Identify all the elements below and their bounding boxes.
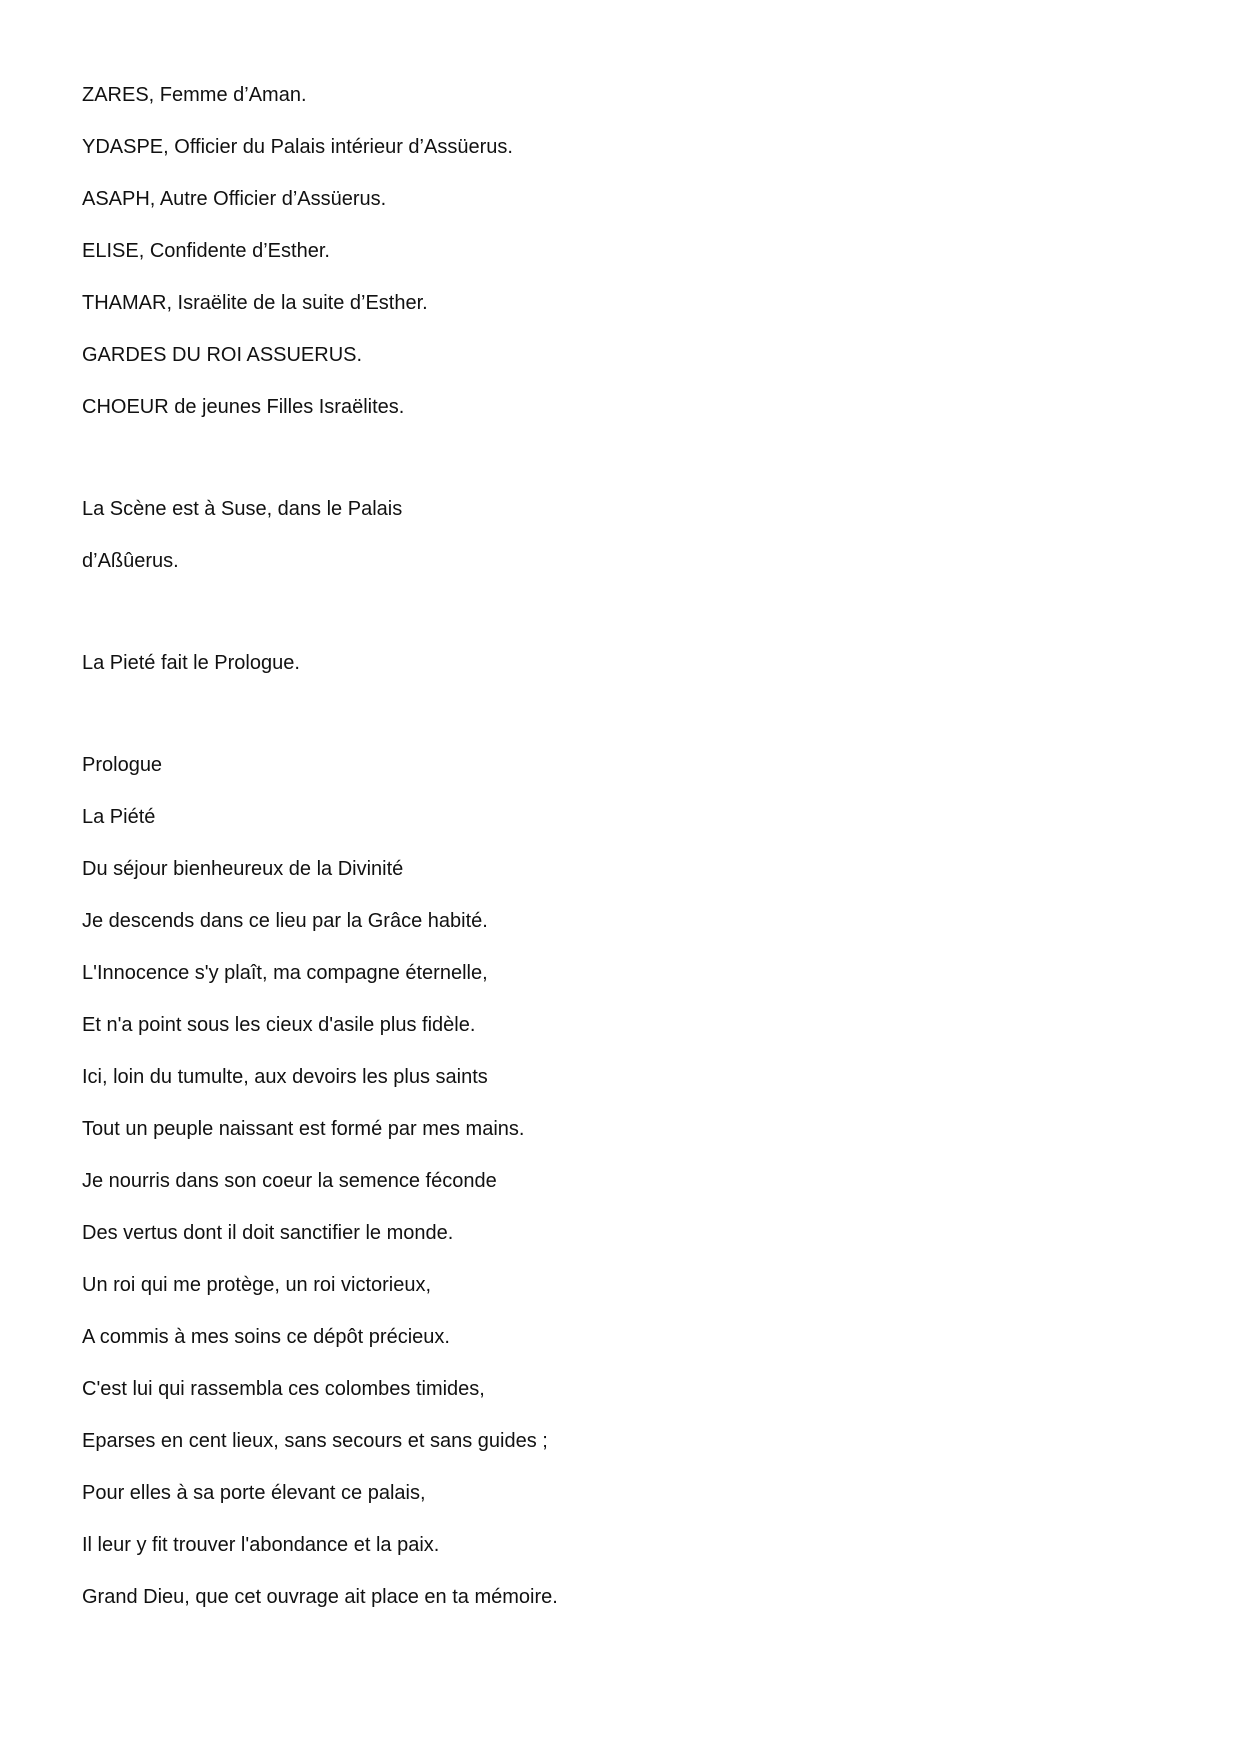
verse-line: Je nourris dans son coeur la semence féconde [82, 1170, 497, 1192]
verse-line: Il leur y fit trouver l'abondance et la paix. [82, 1534, 440, 1556]
cast-line: CHOEUR de jeunes Filles Israëlites. [82, 396, 405, 418]
verse-line: Des vertus dont il doit sanctifier le monde. [82, 1222, 454, 1244]
speaker-name: La Piété [82, 806, 156, 828]
cast-line: ZARES, Femme d’Aman. [82, 84, 307, 106]
verse-line: Pour elles à sa porte élevant ce palais, [82, 1482, 426, 1504]
verse-line: Un roi qui me protège, un roi victorieux, [82, 1274, 432, 1296]
verse-line: A commis à mes soins ce dépôt précieux. [82, 1326, 450, 1348]
verse-line: Du séjour bienheureux de la Divinité [82, 858, 404, 880]
prologue-heading: Prologue [82, 754, 163, 776]
verse-line: Tout un peuple naissant est formé par mes mains. [82, 1118, 525, 1140]
cast-line: YDASPE, Officier du Palais intérieur d’Assüerus. [82, 136, 513, 158]
verse-line: Grand Dieu, que cet ouvrage ait place en ta mémoire. [82, 1586, 558, 1608]
verse-line: Eparses en cent lieux, sans secours et sans guides ; [82, 1430, 548, 1452]
cast-line: GARDES DU ROI ASSUERUS. [82, 344, 363, 366]
verse-line: Je descends dans ce lieu par la Grâce habité. [82, 910, 488, 932]
cast-line: THAMAR, Israëlite de la suite d’Esther. [82, 292, 428, 314]
setting-line: d’Aßûerus. [82, 550, 179, 572]
verse-line: Et n'a point sous les cieux d'asile plus fidèle. [82, 1014, 476, 1036]
verse-line: Ici, loin du tumulte, aux devoirs les plus saints [82, 1066, 488, 1088]
cast-line: ELISE, Confidente d’Esther. [82, 240, 330, 262]
prologue-note: La Pieté fait le Prologue. [82, 652, 300, 674]
verse-line: C'est lui qui rassembla ces colombes timides, [82, 1378, 485, 1400]
verse-line: L'Innocence s'y plaît, ma compagne éternelle, [82, 962, 488, 984]
cast-line: ASAPH, Autre Officier d’Assüerus. [82, 188, 387, 210]
setting-line: La Scène est à Suse, dans le Palais [82, 498, 403, 520]
